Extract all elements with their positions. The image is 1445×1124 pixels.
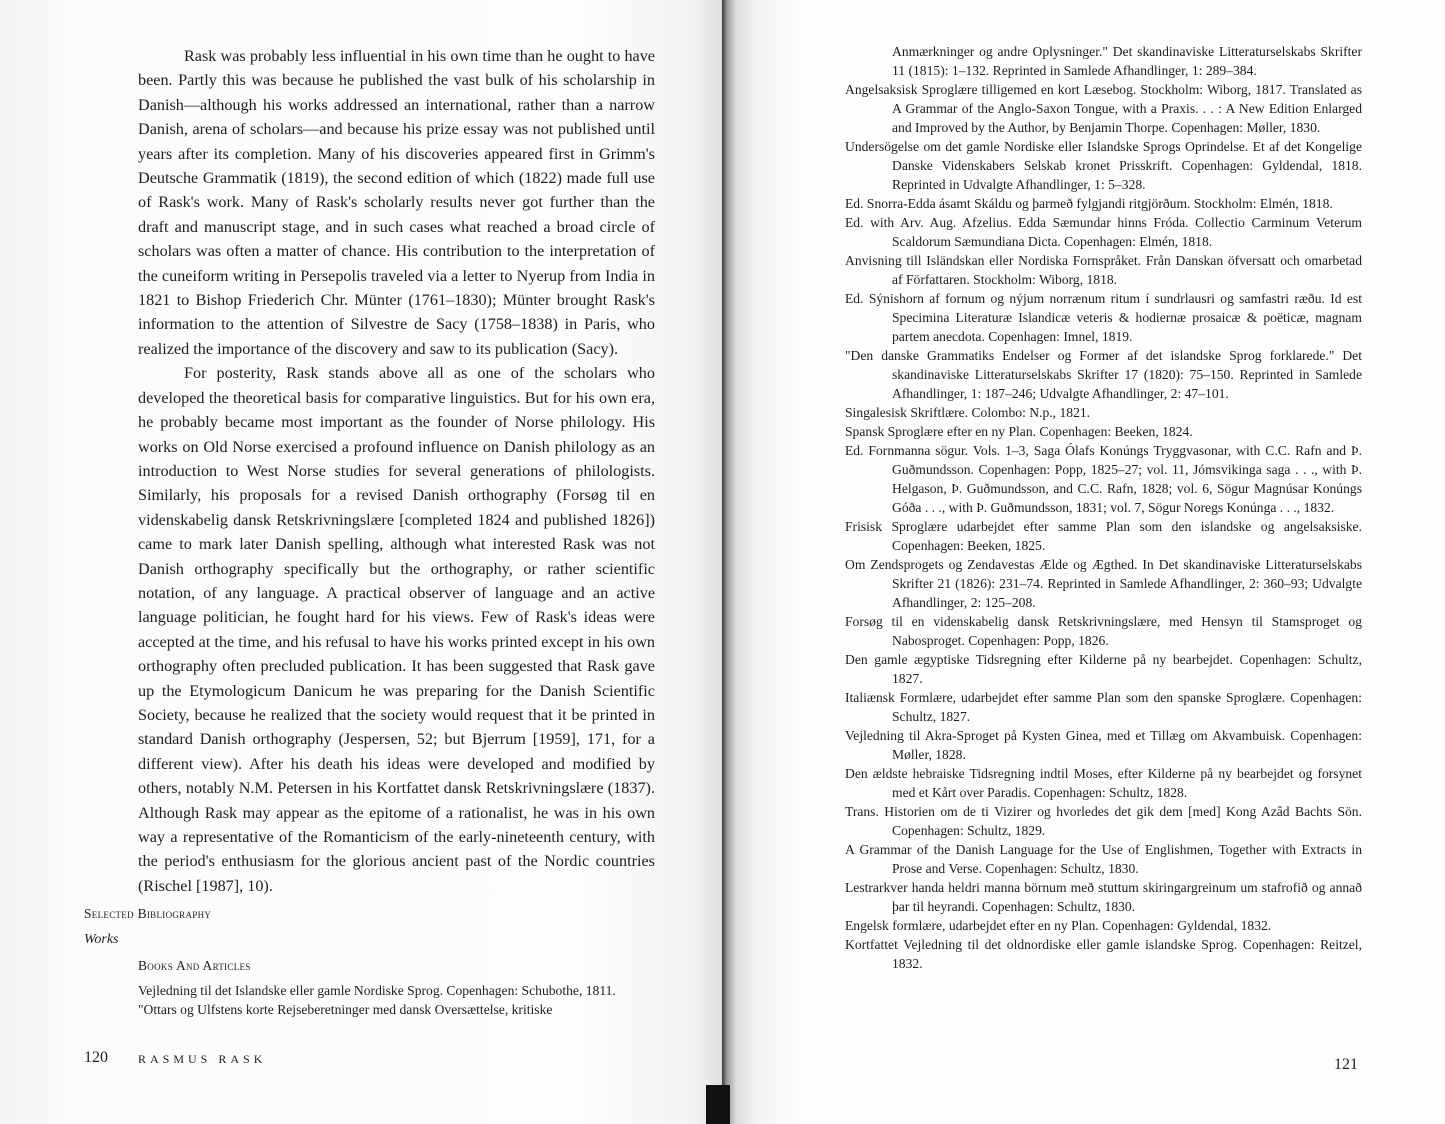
- bibliography-entry: Ed. with Arv. Aug. Afzelius. Edda Sæmundar hinns Fróda. Collectio Carminum Veterum Scaldorum Sæmundiana Dicta. Copenhagen: Elmén, 1818.: [845, 215, 1362, 249]
- bibliography-entry: Forsøg til en videnskabelig dansk Retskrivningslære, med Hensyn til Stamsproget og Nabosproget. Copenhagen: Popp, 1826.: [845, 614, 1362, 648]
- bibliography-entry: Undersögelse om det gamle Nordiske eller Islandske Sprogs Oprindelse. Et af det Kongelige Danske Videnskabers Selskab kronet Prisskrift. Copenhagen: Gyldendal, 1818. Reprinted in Udvalgte Afhandlinger, 1: 5–328.: [845, 139, 1362, 192]
- bibliography-entry: Singalesisk Skriftlære. Colombo: N.p., 1821.: [845, 405, 1091, 420]
- bibliography-entry: Vejledning til det Islandske eller gamle Nordiske Sprog. Copenhagen: Schubothe, 1811.: [138, 983, 616, 998]
- bibliography-list-left: [138, 981, 655, 1019]
- bibliography-entry: Ed. Sýnishorn af fornum og nýjum norrænum ritum í sundrlausri og samfastri ræðu. Id est Specimina Literaturæ Islandicæ veteris & hodiernæ prosaicæ & poëticæ, magnam partem anecdota. Copenhagen: Imnel, 1819.: [845, 291, 1362, 344]
- bibliography-entry: Om Zendsprogets og Zendavestas Ælde og Ægthed. In Det skandinaviske Litteraturselskabs Skrifter 21 (1826): 231–74. Reprinted in Samlede Afhandlinger, 2: 360–93; Udvalgte Afhandlinger, 2: 125–208.: [845, 557, 1362, 610]
- page-number: 120: [84, 1049, 108, 1066]
- running-head: RASMUS RASK: [138, 1052, 267, 1066]
- bibliography-entry: "Den danske Grammatiks Endelser og Former af det islandske Sprog forklarede." Det skandinaviske Litteraturselskabs Skrifter 17 (1820): 75–150. Reprinted in Samlede Afhandlinger, 1: 187–246; Udvalgte Afhandlinger, 2: 47–101.: [845, 348, 1362, 401]
- left-page: [0, 0, 722, 1124]
- bibliography-entry: Vejledning til Akra-Sproget på Kysten Ginea, med et Tillæg om Akvambuisk. Copenhagen: Møller, 1828.: [845, 728, 1362, 762]
- bibliography-entry: Spansk Sproglære efter en ny Plan. Copenhagen: Beeken, 1824.: [845, 424, 1193, 439]
- book-spine-shadow: [706, 1085, 730, 1124]
- bibliography-entry: Italiænsk Formlære, udarbejdet efter samme Plan som den spanske Sproglære. Copenhagen: Schultz, 1827.: [845, 690, 1362, 724]
- bibliography-entry: Ed. Snorra-Edda ásamt Skáldu og þarmeð fylgjandi ritgjörðum. Stockholm: Elmén, 1818.: [845, 196, 1333, 211]
- page-number: 121: [1334, 1056, 1358, 1073]
- bibliography-entry: "Ottars og Ulfstens korte Rejseberetninger med dansk Oversættelse, kritiske: [138, 1002, 553, 1017]
- bibliography-entry: Trans. Historien om de ti Vizirer og hvorledes det gik dem [med] Kong Azâd Bachts Sön. Copenhagen: Schultz, 1829.: [845, 804, 1362, 838]
- bibliography-entry: Frisisk Sproglære udarbejdet efter samme Plan som den islandske og angelsaksiske. Copenhagen: Beeken, 1825.: [845, 519, 1362, 553]
- paragraph: For posterity, Rask stands above all as one of the scholars who developed the theoretical basis for comparative linguistics. But for his own era, he probably became most important as the founder of Norse philology. His works on Old Norse exercised a profound influence on Danish philology as an introduction to West Norse studies for several generations of philologists. Similarly, his proposals for a revised Danish orthography (Forsøg til en videnskabelig dansk Retskrivningslære [completed 1824 and published 1826]) came to mark later Danish spelling, although what interested Rask was not Danish orthography specifically but the orthography, or rather scientific notation, of any language. A practical observer of language and an active language politician, he fought hard for his views. Few of Rask's ideas were accepted at the time, and his refusal to have his works printed except in his own orthography often precluded publication. It has been suggested that Rask gave up the Etymologicum Danicum he was preparing for the Danish Scientific Society, because he realized that the society would request that it be printed in standard Danish orthography (Jespersen, 52; but Bjerrum [1959], 171, for a different view). After his death his ideas were developed and modified by others, notably N.M. Petersen in his Kortfattet dansk Retskrivningslære (1837). Although Rask may appear as the epitome of a rationalist, he was in his own way a representative of the Romanticism of the early-nineteenth century, with the period's enthusiasm for the glorious ancient past of the Nordic countries (Rischel [1987], 10).: [138, 364, 655, 895]
- bibliography-entry: Engelsk formlære, udarbejdet efter en ny Plan. Copenhagen: Gyldendal, 1832.: [845, 918, 1272, 933]
- bibliography-entry: Den gamle ægyptiske Tidsregning efter Kilderne på ny bearbejdet. Copenhagen: Schultz, 1827.: [845, 652, 1362, 686]
- subsubheading: Books And Articles: [138, 958, 251, 973]
- bibliography-entry: Anvisning till Isländskan eller Nordiska Fornspråket. Från Danskan öfversatt och omarbetad af Författaren. Stockholm: Wiborg, 1818.: [845, 253, 1362, 287]
- subheading: Works: [84, 932, 119, 947]
- paragraph: Rask was probably less influential in his own time than he ought to have been. Partly this was because he published the vast bulk of his scholarship in Danish—although his works addressed an international, rather than a narrow Danish, arena of scholars—and because his prize essay was not published until years after its completion. Many of his discoveries appeared first in Grimm's Deutsche Grammatik (1819), the second edition of which (1822) made full use of Rask's work. Many of Rask's scholarly results never got further than the draft and manuscript stage, and in such cases what reached a broad circle of scholars was often a matter of chance. His contribution to the interpretation of the cuneiform writing in Persepolis traveled via a letter to Nyerup from India in 1821 to Bishop Friederich Chr. Münter (1761–1830); Münter brought Rask's information to the attention of Silvestre de Sacy (1758–1838) in Paris, who realized the importance of the discovery and saw to its publication (Sacy).: [138, 47, 655, 358]
- bibliography-entry: Kortfattet Vejledning til det oldnordiske eller gamle islandske Sprog. Copenhagen: Reitzel, 1832.: [845, 937, 1362, 971]
- bibliography-entry: Ed. Fornmanna sögur. Vols. 1–3, Saga Ólafs Konúngs Tryggvasonar, with C.C. Rafn and Þ. Guðmundsson. Copenhagen: Popp, 1825–27; vol. 11, Jómsvikinga saga . . ., with Þ. Helgason, Þ. Guðmundsson, and C.C. Rafn, 1828; vol. 6, Sögur Magnúsar Konúngs Góða . . ., with Þ. Guðmundsson, 1831; vol. 7, Sögur Noregs Konúnga . . ., 1832.: [845, 443, 1362, 515]
- body-text: [138, 44, 655, 898]
- bibliography-entry: Lestrarkver handa heldri manna börnum með stuttum skiringargreinum um stafrofið og annað þar til heyrandi. Copenhagen: Schultz, 1830.: [845, 880, 1362, 914]
- section-heading: Selected Bibliography: [84, 906, 212, 921]
- bibliography-entry: Angelsaksisk Sproglære tilligemed en kort Læsebog. Stockholm: Wiborg, 1817. Translated as A Grammar of the Anglo-Saxon Tongue, with a Praxis. . . : A New Edition Enlarged and Improved by the Author, by Benjamin Thorpe. Copenhagen: Møller, 1830.: [845, 82, 1362, 135]
- bibliography-entry: Den ældste hebraiske Tidsregning indtil Moses, efter Kilderne på ny bearbejdet og forsynet med et Kårt over Paradis. Copenhagen: Schultz, 1828.: [845, 766, 1362, 800]
- bibliography-entry: Anmærkninger og andre Oplysninger." Det skandinaviske Litteraturselskabs Skrifter 11 (1815): 1–132. Reprinted in Samlede Afhandlinger, 1: 289–384.: [892, 44, 1362, 78]
- bibliography-list-right: [845, 42, 1362, 973]
- bibliography-entry: A Grammar of the Danish Language for the Use of Englishmen, Together with Extracts in Prose and Verse. Copenhagen: Schultz, 1830.: [845, 842, 1362, 876]
